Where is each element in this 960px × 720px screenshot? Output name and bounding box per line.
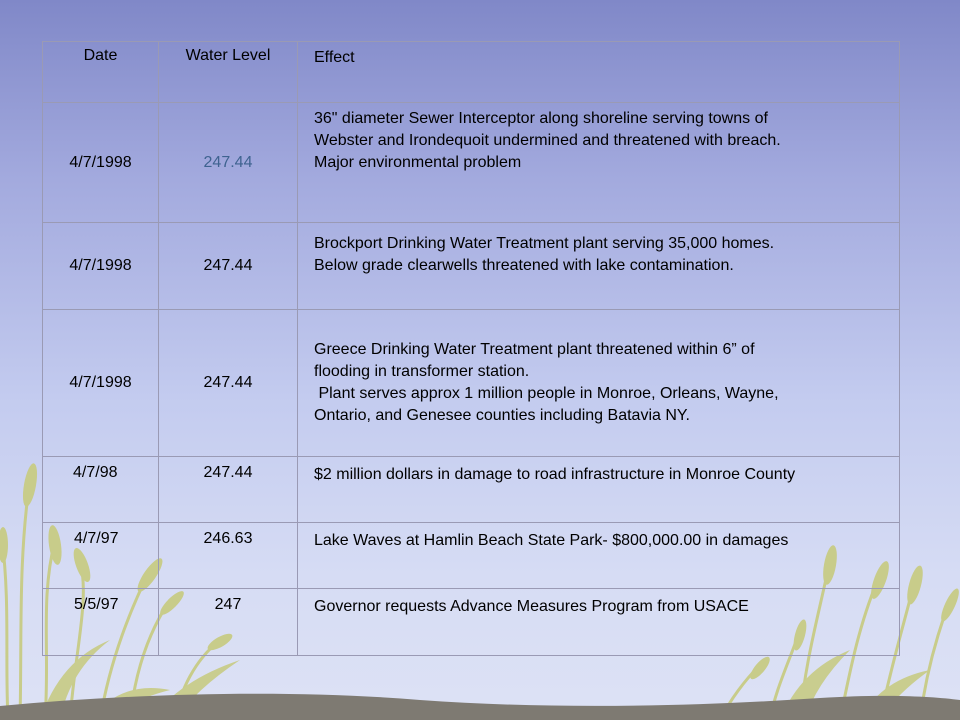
water-level-table xyxy=(42,41,900,656)
effect-line: Below grade clearwells threatened with lake contamination. xyxy=(314,257,734,274)
effect-cell xyxy=(298,457,900,523)
effect-line: Webster and Irondequoit undermined and threatened with breach. xyxy=(314,132,781,149)
ground-strip xyxy=(0,694,960,720)
effect-line: Greece Drinking Water Treatment plant threatened within 6” of xyxy=(314,341,755,358)
effect-line: 36" diameter Sewer Interceptor along shoreline serving towns of xyxy=(314,110,768,127)
effect-cell xyxy=(298,589,900,656)
table-row xyxy=(43,457,900,523)
effect-line: Ontario, and Genesee counties including Batavia NY. xyxy=(314,407,690,424)
water-level-cell: 247.44 xyxy=(159,103,298,223)
effect-line: Brockport Drinking Water Treatment plant serving 35,000 homes. xyxy=(314,235,775,252)
table-header-row xyxy=(43,42,900,103)
header-date: Date xyxy=(43,42,159,103)
water-level-cell: 247.44 xyxy=(159,457,298,523)
water-level-cell: 246.63 xyxy=(159,523,298,589)
header-effect: Effect xyxy=(298,42,900,103)
date-cell: 4/7/1998 xyxy=(43,223,159,310)
effect-line: $2 million dollars in damage to road infrastructure in Monroe County xyxy=(314,466,796,483)
effect-line: Major environmental problem xyxy=(314,154,522,171)
water-level-cell: 247.44 xyxy=(159,310,298,457)
date-cell: 4/7/1998 xyxy=(43,103,159,223)
table-row xyxy=(43,589,900,656)
effect-line: Governor requests Advance Measures Program from USACE xyxy=(314,598,749,615)
water-level-cell: 247.44 xyxy=(159,223,298,310)
table-row xyxy=(43,103,900,223)
water-level-cell: 247 xyxy=(159,589,298,656)
table-row xyxy=(43,523,900,589)
effect-cell xyxy=(298,523,900,589)
effect-line: Lake Waves at Hamlin Beach State Park- $800,000.00 in damages xyxy=(314,532,789,549)
effect-cell xyxy=(298,310,900,457)
effect-cell xyxy=(298,103,900,223)
date-cell: 4/7/97 xyxy=(43,523,159,589)
date-cell: 5/5/97 xyxy=(43,589,159,656)
date-cell: 4/7/1998 xyxy=(43,310,159,457)
table-row xyxy=(43,223,900,310)
table-row xyxy=(43,310,900,457)
effect-line: flooding in transformer station. xyxy=(314,363,530,380)
effect-cell xyxy=(298,223,900,310)
header-water-level: Water Level xyxy=(159,42,298,103)
effect-line: Plant serves approx 1 million people in Monroe, Orleans, Wayne, xyxy=(314,385,779,402)
date-cell: 4/7/98 xyxy=(43,457,159,523)
